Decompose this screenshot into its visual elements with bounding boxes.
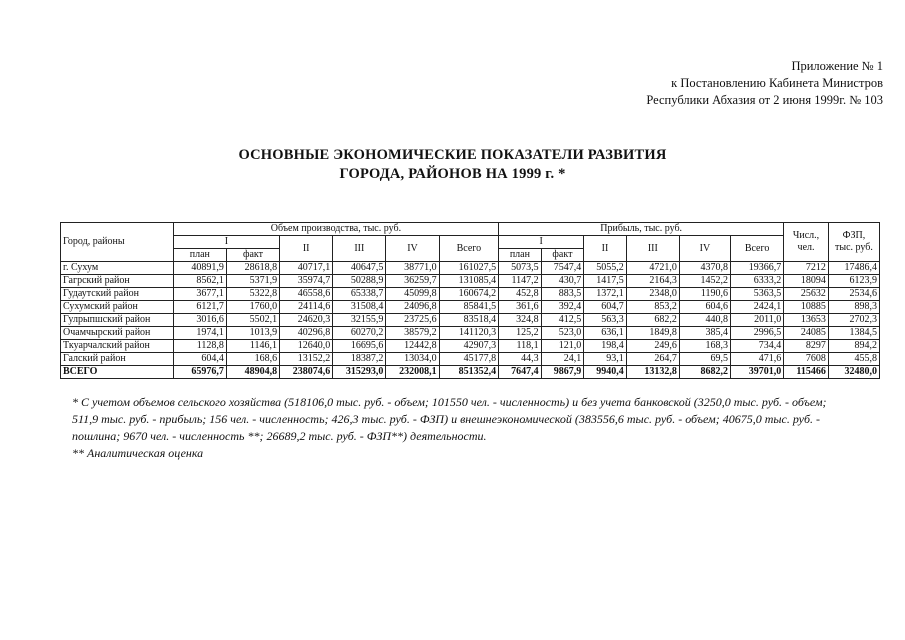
header-profit-plan: план — [499, 249, 542, 262]
table-row — [61, 353, 880, 366]
header-region: Город, районы — [61, 223, 174, 262]
table-cell: 17486,4 — [828, 262, 879, 275]
table-cell: 40296,8 — [280, 327, 333, 340]
footnote-1: * С учетом объемов сельского хозяйства (518106,0 тыс. руб. - объем; 101550 чел. - численность) и без учета банковской (3250,0 тыс. руб. - объем; 511,9 тыс. руб. - прибыль; 156 чел. - численность; 426,3 тыс. руб. - ФЗП) и внешнеэкономической (383556,6 тыс. руб. - объем; 40675,0 тыс. руб. - пошлина; 9670 чел. - численность **; 26689,2 тыс. руб. - ФЗП**) деятельности. — [72, 395, 827, 443]
table-cell: 6121,7 — [173, 301, 226, 314]
table-cell: 851352,4 — [439, 366, 499, 379]
table-cell: 249,6 — [626, 340, 679, 353]
table-cell: 392,4 — [541, 301, 584, 314]
table-cell: 115466 — [784, 366, 829, 379]
header-fzp-line-1: ФЗП, — [842, 230, 866, 241]
table-cell: 12640,0 — [280, 340, 333, 353]
table-cell: 734,4 — [730, 340, 783, 353]
table-cell: 894,2 — [828, 340, 879, 353]
table-cell: 385,4 — [679, 327, 730, 340]
table-cell: 9867,9 — [541, 366, 584, 379]
table-row — [61, 262, 880, 275]
table-cell: 198,4 — [584, 340, 627, 353]
table-cell: 471,6 — [730, 353, 783, 366]
table-row — [61, 301, 880, 314]
table-cell: 430,7 — [541, 275, 584, 288]
table-cell: 44,3 — [499, 353, 542, 366]
table-cell: 40647,5 — [333, 262, 386, 275]
table-cell: 25632 — [784, 288, 829, 301]
table-cell: 24,1 — [541, 353, 584, 366]
appendix-header — [646, 58, 883, 109]
table-cell: 24096,8 — [386, 301, 439, 314]
row-name: г. Сухум — [61, 262, 174, 275]
appendix-line-1: Приложение № 1 — [791, 59, 883, 73]
header-production-plan: план — [173, 249, 226, 262]
footnote-2: ** Аналитическая оценка — [72, 446, 204, 460]
table-cell: 38771,0 — [386, 262, 439, 275]
header-profit-q3: III — [626, 236, 679, 262]
table-cell: 883,5 — [541, 288, 584, 301]
table-cell: 8297 — [784, 340, 829, 353]
table-cell: 682,2 — [626, 314, 679, 327]
table-cell: 18094 — [784, 275, 829, 288]
table-cell: 2702,3 — [828, 314, 879, 327]
header-profit-total: Всего — [730, 236, 783, 262]
table-cell: 12442,8 — [386, 340, 439, 353]
table-cell: 1849,8 — [626, 327, 679, 340]
row-name: Гудаутский район — [61, 288, 174, 301]
table-cell: 5363,5 — [730, 288, 783, 301]
header-production-fact: факт — [226, 249, 279, 262]
table-cell: 1128,8 — [173, 340, 226, 353]
table-cell: 1013,9 — [226, 327, 279, 340]
table-cell: 24085 — [784, 327, 829, 340]
table-cell: 604,7 — [584, 301, 627, 314]
table-cell: 5322,8 — [226, 288, 279, 301]
header-profit-q2: II — [584, 236, 627, 262]
appendix-line-2: к Постановлению Кабинета Министров — [671, 76, 883, 90]
header-profit: Прибыль, тыс. руб. — [499, 223, 784, 236]
row-name: Очамчырский район — [61, 327, 174, 340]
table-cell: 563,3 — [584, 314, 627, 327]
table-cell: 7647,4 — [499, 366, 542, 379]
table-cell: 455,8 — [828, 353, 879, 366]
table-cell: 131085,4 — [439, 275, 499, 288]
table-cell: 4721,0 — [626, 262, 679, 275]
table-total-row — [61, 366, 880, 379]
table-cell: 7212 — [784, 262, 829, 275]
table-cell: 5371,9 — [226, 275, 279, 288]
header-profit-q1: I — [499, 236, 584, 249]
table-cell: 69,5 — [679, 353, 730, 366]
table-cell: 2011,0 — [730, 314, 783, 327]
table-cell: 24114,6 — [280, 301, 333, 314]
table-cell: 32480,0 — [828, 366, 879, 379]
table-cell: 8562,1 — [173, 275, 226, 288]
table-cell: 1146,1 — [226, 340, 279, 353]
table-cell: 7547,4 — [541, 262, 584, 275]
table-cell: 45177,8 — [439, 353, 499, 366]
table-cell: 9940,4 — [584, 366, 627, 379]
table-cell: 5055,2 — [584, 262, 627, 275]
appendix-line-3: Республики Абхазия от 2 июня 1999г. № 103 — [646, 93, 883, 107]
header-production-total: Всего — [439, 236, 499, 262]
table-cell: 6333,2 — [730, 275, 783, 288]
table-row — [61, 314, 880, 327]
header-profit-q4: IV — [679, 236, 730, 262]
table-cell: 13132,8 — [626, 366, 679, 379]
table-cell: 38579,2 — [386, 327, 439, 340]
header-production-q4: IV — [386, 236, 439, 262]
table-cell: 636,1 — [584, 327, 627, 340]
table-cell: 523,0 — [541, 327, 584, 340]
table-cell: 440,8 — [679, 314, 730, 327]
table-cell: 1190,6 — [679, 288, 730, 301]
table-cell: 23725,6 — [386, 314, 439, 327]
table-cell: 24620,3 — [280, 314, 333, 327]
table-row — [61, 288, 880, 301]
table-cell: 604,6 — [679, 301, 730, 314]
table-cell: 315293,0 — [333, 366, 386, 379]
row-name: Ткуарчалский район — [61, 340, 174, 353]
table-cell: 232008,1 — [386, 366, 439, 379]
table-row — [61, 340, 880, 353]
table-cell: 1760,0 — [226, 301, 279, 314]
table-cell: 13152,2 — [280, 353, 333, 366]
table-cell: 10885 — [784, 301, 829, 314]
table-cell: 5073,5 — [499, 262, 542, 275]
table-cell: 161027,5 — [439, 262, 499, 275]
table-cell: 13034,0 — [386, 353, 439, 366]
header-production: Объем производства, тыс. руб. — [173, 223, 498, 236]
table-cell: 42907,3 — [439, 340, 499, 353]
table-cell: 93,1 — [584, 353, 627, 366]
table-cell: 324,8 — [499, 314, 542, 327]
table-cell: 1417,5 — [584, 275, 627, 288]
table-cell: 160674,2 — [439, 288, 499, 301]
table-cell: 1452,2 — [679, 275, 730, 288]
header-production-q1: I — [173, 236, 279, 249]
table-row — [61, 275, 880, 288]
table-cell: 39701,0 — [730, 366, 783, 379]
header-production-q3: III — [333, 236, 386, 262]
header-fzp-line-2: тыс. руб. — [835, 242, 873, 253]
row-name: ВСЕГО — [61, 366, 174, 379]
table-cell: 45099,8 — [386, 288, 439, 301]
table-cell: 40717,1 — [280, 262, 333, 275]
table-cell: 35974,7 — [280, 275, 333, 288]
table-cell: 604,4 — [173, 353, 226, 366]
row-name: Сухумский район — [61, 301, 174, 314]
table-cell: 50288,9 — [333, 275, 386, 288]
table-cell: 238074,6 — [280, 366, 333, 379]
table-cell: 1372,1 — [584, 288, 627, 301]
table-cell: 36259,7 — [386, 275, 439, 288]
table-cell: 168,6 — [226, 353, 279, 366]
table-cell: 2164,3 — [626, 275, 679, 288]
table-cell: 31508,4 — [333, 301, 386, 314]
header-profit-fact: факт — [541, 249, 584, 262]
table-cell: 48904,8 — [226, 366, 279, 379]
table-cell: 121,0 — [541, 340, 584, 353]
header-headcount-line-1: Числ., — [792, 230, 820, 241]
table-cell: 3016,6 — [173, 314, 226, 327]
row-name: Гагрский район — [61, 275, 174, 288]
table-cell: 8682,2 — [679, 366, 730, 379]
table-cell: 65338,7 — [333, 288, 386, 301]
table-cell: 168,3 — [679, 340, 730, 353]
table-cell: 361,6 — [499, 301, 542, 314]
table-cell: 2534,6 — [828, 288, 879, 301]
table-cell: 83518,4 — [439, 314, 499, 327]
table-cell: 19366,7 — [730, 262, 783, 275]
table-cell: 2424,1 — [730, 301, 783, 314]
table-cell: 118,1 — [499, 340, 542, 353]
title-line-1: ОСНОВНЫЕ ЭКОНОМИЧЕСКИЕ ПОКАЗАТЕЛИ РАЗВИТИЯ — [238, 147, 667, 163]
table-cell: 412,5 — [541, 314, 584, 327]
table-cell: 3677,1 — [173, 288, 226, 301]
table-cell: 28618,8 — [226, 262, 279, 275]
table-cell: 7608 — [784, 353, 829, 366]
table-cell: 853,2 — [626, 301, 679, 314]
table-cell: 1147,2 — [499, 275, 542, 288]
table-cell: 85841,5 — [439, 301, 499, 314]
table-cell: 125,2 — [499, 327, 542, 340]
title-line-2: ГОРОДА, РАЙОНОВ НА 1999 г. * — [339, 166, 566, 182]
row-name: Галский район — [61, 353, 174, 366]
row-name: Гулрыпшский район — [61, 314, 174, 327]
table-cell: 1974,1 — [173, 327, 226, 340]
header-production-q2: II — [280, 236, 333, 262]
table-cell: 13653 — [784, 314, 829, 327]
document-title — [0, 146, 905, 184]
table-row — [61, 327, 880, 340]
table-cell: 141120,3 — [439, 327, 499, 340]
table-cell: 2348,0 — [626, 288, 679, 301]
header-headcount — [784, 223, 829, 262]
table-cell: 452,8 — [499, 288, 542, 301]
table-cell: 2996,5 — [730, 327, 783, 340]
table-cell: 32155,9 — [333, 314, 386, 327]
table-cell: 5502,1 — [226, 314, 279, 327]
table-cell: 6123,9 — [828, 275, 879, 288]
table-cell: 40891,9 — [173, 262, 226, 275]
table-cell: 264,7 — [626, 353, 679, 366]
table-cell: 16695,6 — [333, 340, 386, 353]
table-cell: 18387,2 — [333, 353, 386, 366]
table-cell: 46558,6 — [280, 288, 333, 301]
table-cell: 898,3 — [828, 301, 879, 314]
table-cell: 1384,5 — [828, 327, 879, 340]
header-fzp — [828, 223, 879, 262]
table-cell: 65976,7 — [173, 366, 226, 379]
indicators-table — [60, 222, 880, 379]
footnotes — [72, 394, 852, 462]
table-cell: 4370,8 — [679, 262, 730, 275]
table-cell: 60270,2 — [333, 327, 386, 340]
table-body — [61, 262, 880, 379]
header-headcount-line-2: чел. — [797, 242, 815, 253]
